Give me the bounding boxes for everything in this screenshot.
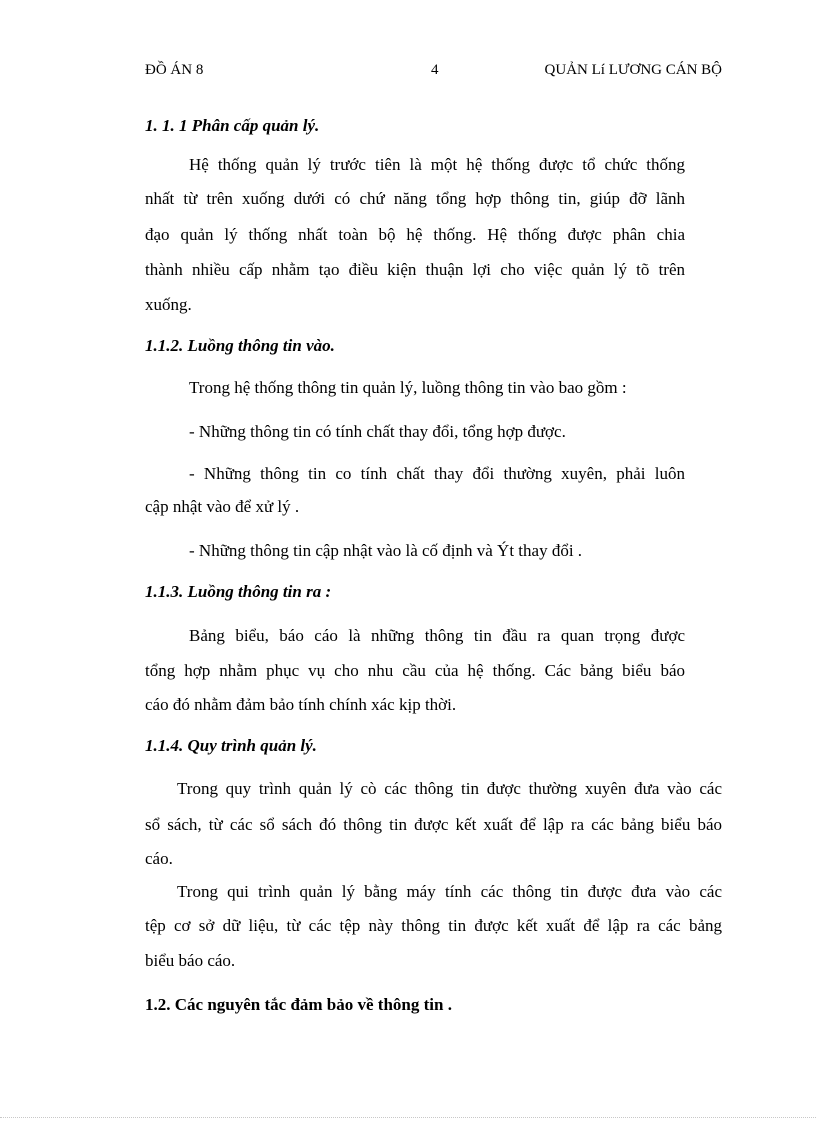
- paragraph-line: nhất từ trên xuống dưới có chứ năng tổng hợp thông tin, giúp đỡ lãnh: [145, 189, 685, 208]
- paragraph-line: đạo quản lý thống nhất toàn bộ hệ thống. Hệ thống được phân chia: [145, 225, 685, 244]
- heading-1-1-2: 1.1.2. Luồng thông tin vào.: [145, 336, 335, 355]
- header-page-number: 4: [431, 62, 439, 78]
- page-bottom-border: [0, 1117, 816, 1118]
- header-project-label: ĐỒ ÁN 8: [145, 62, 204, 78]
- paragraph-line: cáo đó nhằm đảm bảo tính chính xác kịp thời.: [145, 695, 457, 714]
- paragraph-line: xuống.: [145, 295, 192, 314]
- paragraph-line: sổ sách, từ các sổ sách đó thông tin được kết xuất để lập ra các bảng biểu báo: [145, 815, 722, 834]
- list-item-continuation: cập nhật vào để xử lý .: [145, 497, 300, 516]
- paragraph-line: Bảng biểu, báo cáo là những thông tin đầu ra quan trọng được: [189, 626, 685, 645]
- paragraph-line: Trong hệ thống thông tin quản lý, luồng thông tin vào bao gồm :: [189, 378, 627, 397]
- page-header: [145, 62, 722, 84]
- paragraph-line: tổng hợp nhằm phục vụ cho nhu cầu của hệ thống. Các bảng biểu báo: [145, 661, 685, 680]
- list-item: - Những thông tin co tính chất thay đổi thường xuyên, phải luôn: [189, 464, 685, 483]
- paragraph-line: tệp cơ sở dữ liệu, từ các tệp này thông tin được kết xuất để lập ra các bảng: [145, 916, 722, 935]
- heading-1-1-1: 1. 1. 1 Phân cấp quản lý.: [145, 116, 320, 135]
- list-item: - Những thông tin có tính chất thay đổi, tổng hợp được.: [189, 422, 566, 441]
- paragraph-line: Hệ thống quản lý trước tiên là một hệ thống được tổ chức thống: [189, 155, 685, 174]
- header-document-title: QUẢN Lí LƯƠNG CÁN BỘ: [544, 62, 722, 78]
- heading-1-2: 1.2. Các nguyên tắc đảm bảo về thông tin .: [145, 995, 452, 1014]
- paragraph-line: cáo.: [145, 849, 173, 868]
- paragraph-line: biểu báo cáo.: [145, 951, 236, 970]
- paragraph-line: Trong qui trình quản lý bằng máy tính các thông tin được đưa vào các: [177, 882, 722, 901]
- heading-1-1-3: 1.1.3. Luồng thông tin ra :: [145, 582, 332, 601]
- paragraph-line: thành nhiều cấp nhằm tạo điều kiện thuận lợi cho việc quản lý tõ trên: [145, 260, 685, 279]
- heading-1-1-4: 1.1.4. Quy trình quản lý.: [145, 736, 317, 755]
- list-item: - Những thông tin cập nhật vào là cố định và Ýt thay đổi .: [189, 541, 583, 560]
- paragraph-line: Trong quy trình quản lý cò các thông tin được thường xuyên đưa vào các: [177, 779, 722, 798]
